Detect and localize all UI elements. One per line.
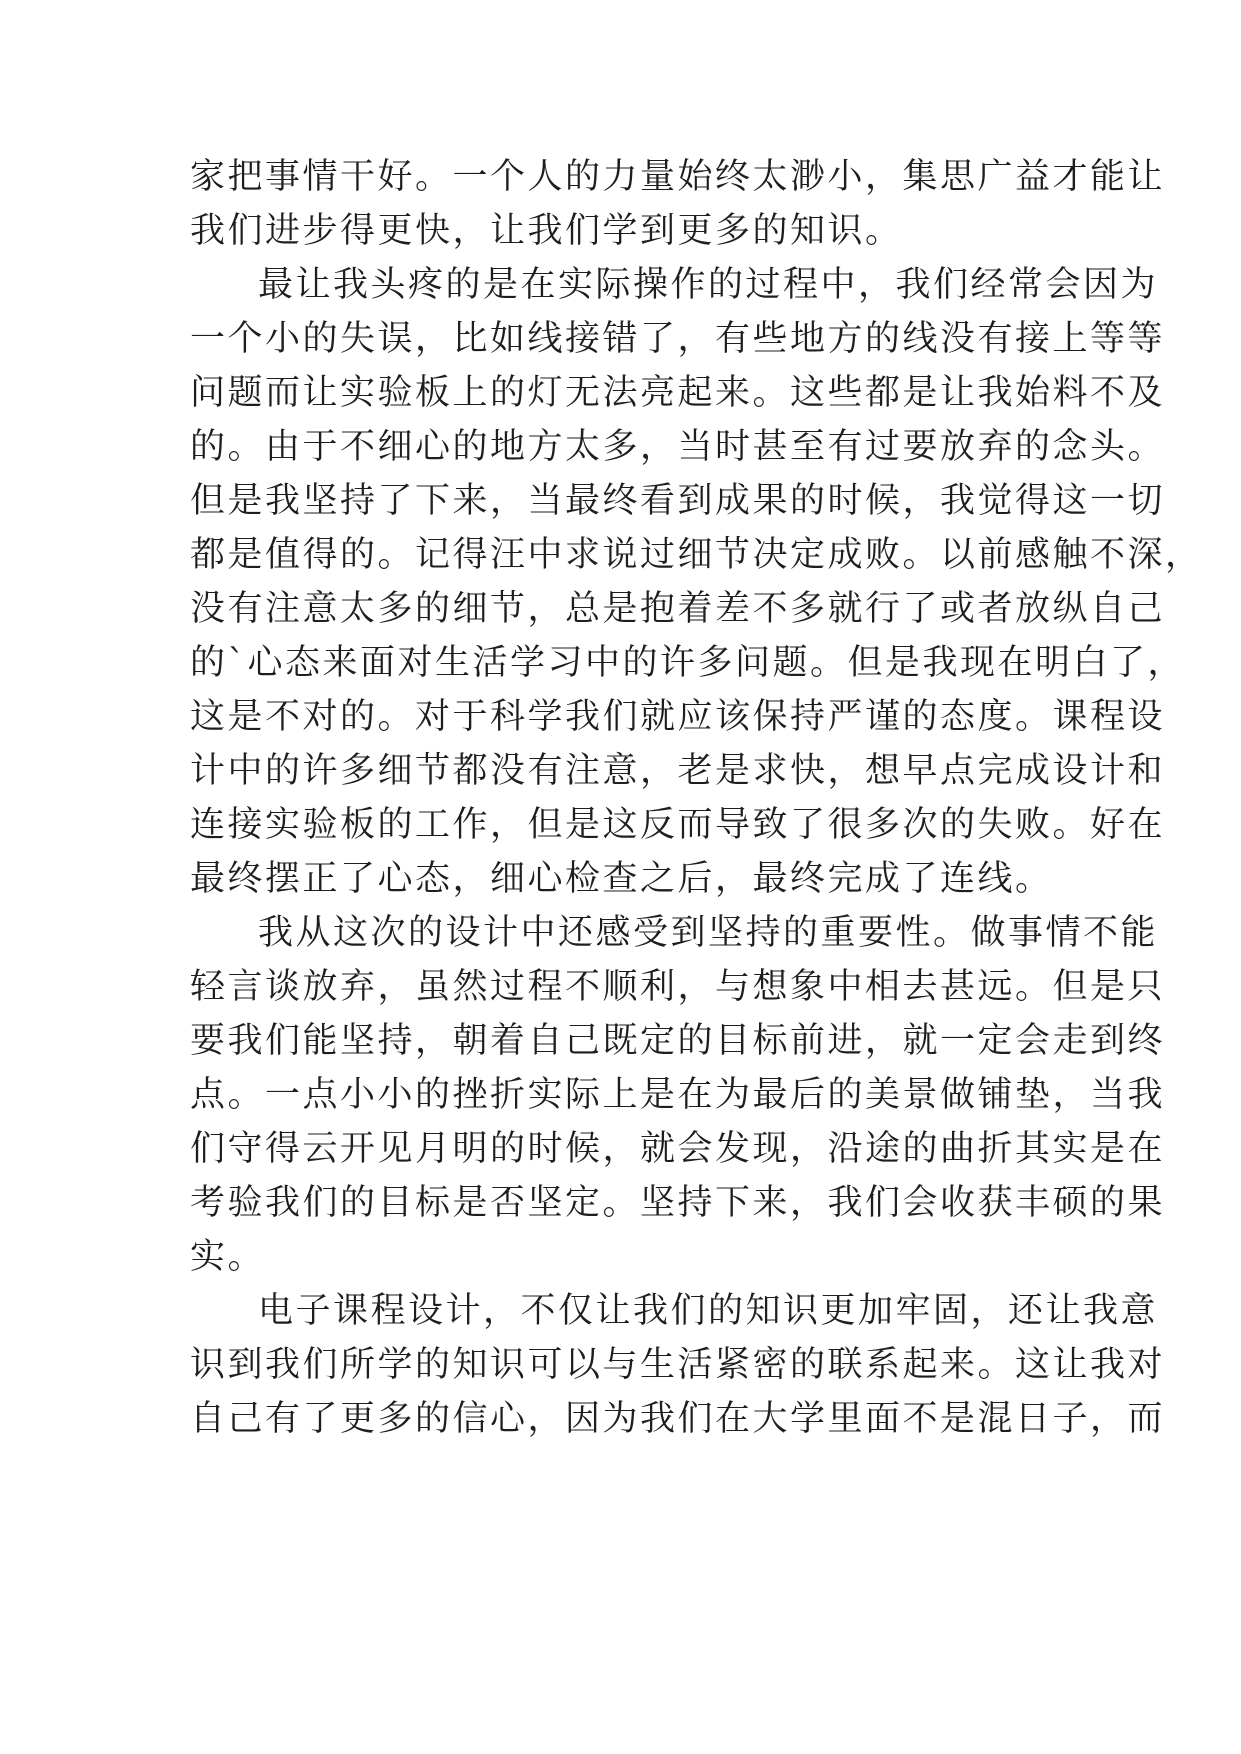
text-line: 自己有了更多的信心，因为我们在大学里面不是混日子，而 bbox=[190, 1399, 1166, 1439]
text-line: 问题而让实验板上的灯无法亮起来。这些都是让我始料不及 bbox=[190, 373, 1166, 413]
text-line: 识到我们所学的知识可以与生活紧密的联系起来。这让我对 bbox=[190, 1345, 1166, 1385]
paragraph-start-line: 电子课程设计，不仅让我们的知识更加牢固，还让我意 bbox=[258, 1291, 1159, 1331]
text-line: 计中的许多细节都没有注意，老是求快，想早点完成设计和 bbox=[190, 751, 1166, 791]
text-line: 家把事情干好。一个人的力量始终太渺小，集思广益才能让 bbox=[190, 157, 1166, 197]
paragraph-start-line: 最让我头疼的是在实际操作的过程中，我们经常会因为 bbox=[258, 265, 1159, 305]
text-line: 点。一点小小的挫折实际上是在为最后的美景做铺垫，当我 bbox=[190, 1075, 1166, 1115]
text-line: 一个小的失误，比如线接错了，有些地方的线没有接上等等 bbox=[190, 319, 1166, 359]
text-line: 最终摆正了心态，细心检查之后，最终完成了连线。 bbox=[190, 859, 1053, 899]
text-line: 要我们能坚持，朝着自己既定的目标前进，就一定会走到终 bbox=[190, 1021, 1166, 1061]
text-line: 都是值得的。记得汪中求说过细节决定成败。以前感触不深， bbox=[190, 535, 1203, 575]
text-line: 没有注意太多的细节，总是抱着差不多就行了或者放纵自己 bbox=[190, 589, 1166, 629]
text-line: 我们进步得更快，让我们学到更多的知识。 bbox=[190, 211, 903, 251]
text-line: 的。由于不细心的地方太多，当时甚至有过要放弃的念头。 bbox=[190, 427, 1166, 467]
text-line: 连接实验板的工作，但是这反而导致了很多次的失败。好在 bbox=[190, 805, 1166, 845]
paragraph-start-line: 我从这次的设计中还感受到坚持的重要性。做事情不能 bbox=[258, 913, 1159, 953]
text-line: 考验我们的目标是否坚定。坚持下来，我们会收获丰硕的果 bbox=[190, 1183, 1166, 1223]
text-line: 轻言谈放弃，虽然过程不顺利，与想象中相去甚远。但是只 bbox=[190, 967, 1166, 1007]
text-line: 这是不对的。对于科学我们就应该保持严谨的态度。课程设 bbox=[190, 697, 1166, 737]
text-line: 但是我坚持了下来，当最终看到成果的时候，我觉得这一切 bbox=[190, 481, 1166, 521]
text-line: 实。 bbox=[190, 1237, 266, 1277]
text-line: 的`心态来面对生活学习中的许多问题。但是我现在明白了， bbox=[190, 643, 1186, 683]
body-text bbox=[190, 150, 1203, 1446]
text-line: 们守得云开见月明的时候，就会发现，沿途的曲折其实是在 bbox=[190, 1129, 1166, 1169]
